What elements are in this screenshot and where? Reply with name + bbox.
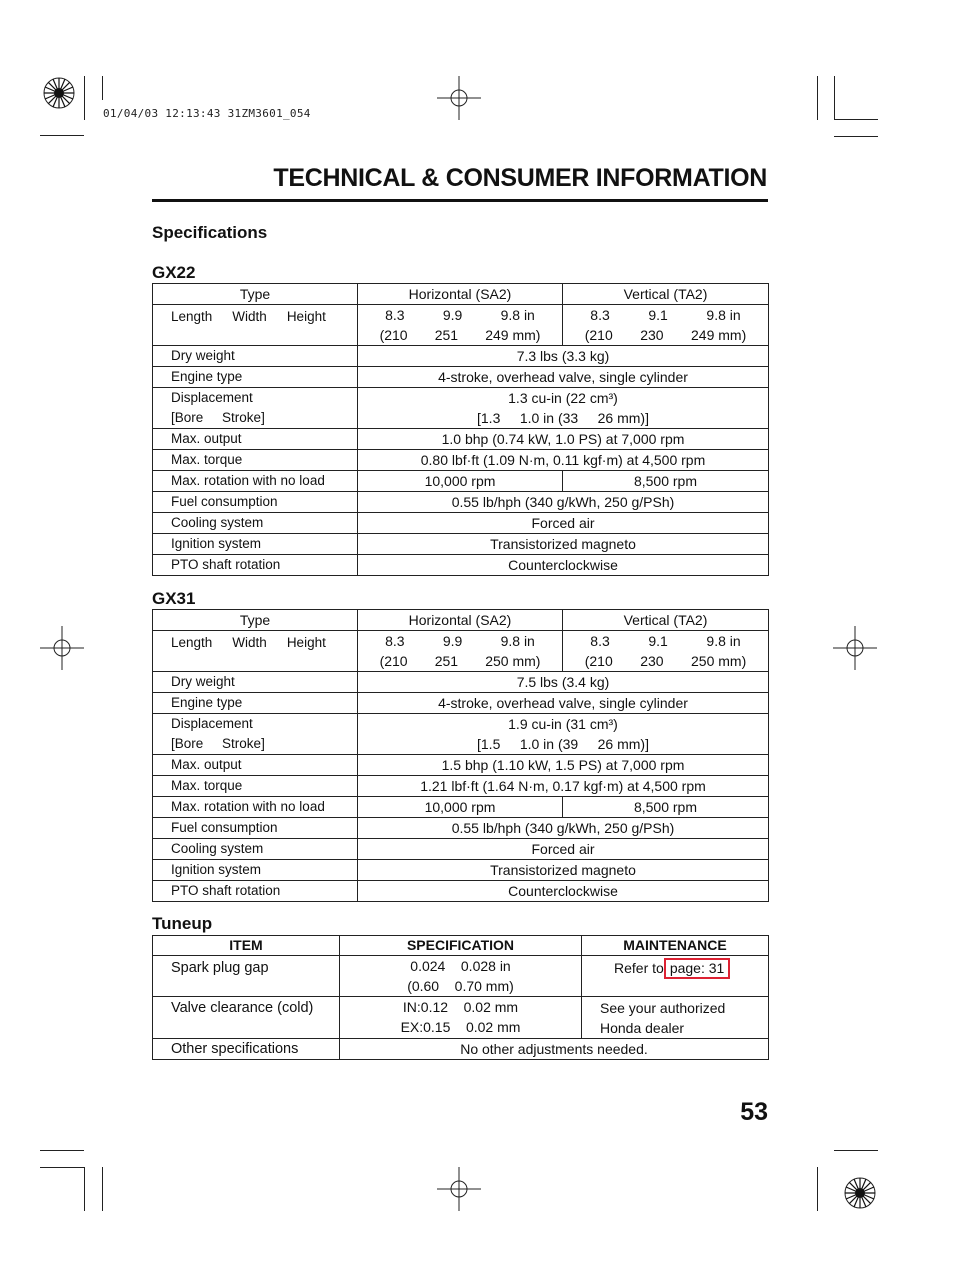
- horizontal-dimensions: [358, 631, 563, 672]
- crop-mark: [102, 76, 103, 100]
- gx31-spec-table: [152, 609, 769, 902]
- crop-mark: [817, 76, 818, 120]
- maintenance-header: MAINTENANCE: [582, 936, 769, 956]
- max-torque-value: 0.80 lbf·ft (1.09 N·m, 0.11 kgf·m) at 4,500 rpm: [358, 450, 769, 471]
- cooling-system-value: Forced air: [358, 839, 769, 860]
- ignition-system-label: Ignition system: [153, 860, 358, 881]
- displacement-label-text: Displacement: [171, 390, 253, 405]
- max-output-value: 1.5 bhp (1.10 kW, 1.5 PS) at 7,000 rpm: [358, 755, 769, 776]
- table-row: [153, 797, 769, 818]
- dim-value: 9.1: [648, 307, 668, 323]
- dim-value: 249 mm): [485, 327, 541, 343]
- valve-clearance-label: Valve clearance (cold): [153, 997, 340, 1039]
- title-rule: [152, 199, 768, 202]
- engine-type-label: Engine type: [153, 367, 358, 388]
- table-row: [153, 555, 769, 576]
- table-row: [153, 839, 769, 860]
- crop-mark: [102, 1167, 103, 1211]
- dim-value: 8.3: [385, 307, 405, 323]
- table-row: [153, 346, 769, 367]
- registration-sunburst-icon: [843, 1176, 877, 1210]
- crop-mark: [40, 1150, 84, 1151]
- dry-weight-label: Dry weight: [153, 346, 358, 367]
- table-row: [153, 513, 769, 534]
- max-rotation-horizontal: 10,000 rpm: [358, 471, 563, 492]
- horizontal-header: Horizontal (SA2): [358, 610, 563, 631]
- dim-value: (210: [379, 327, 408, 343]
- cooling-system-label: Cooling system: [153, 513, 358, 534]
- registration-crosshair-icon: [40, 626, 84, 670]
- vertical-dimensions: [563, 305, 769, 346]
- ignition-system-label: Ignition system: [153, 534, 358, 555]
- dim-value: 8.3: [590, 633, 610, 649]
- stroke-value: 1.0 in (39: [519, 736, 579, 752]
- dim-value: (210: [584, 327, 613, 343]
- dry-weight-label: Dry weight: [153, 672, 358, 693]
- vertical-header: Vertical (TA2): [563, 610, 769, 631]
- page-number: 53: [740, 1098, 768, 1126]
- pto-rotation-value: Counterclockwise: [358, 881, 769, 902]
- registration-crosshair-icon: [437, 1167, 481, 1211]
- displacement-value: [358, 714, 769, 755]
- cooling-system-label: Cooling system: [153, 839, 358, 860]
- spark-mm-min: (0.60: [407, 978, 440, 994]
- fuel-consumption-label: Fuel consumption: [153, 818, 358, 839]
- spark-in-min: 0.024: [410, 958, 446, 974]
- vertical-header: Vertical (TA2): [563, 284, 769, 305]
- table-row: [153, 471, 769, 492]
- table-row: [153, 997, 769, 1039]
- valve-ex-tolerance: 0.02 mm: [465, 1019, 521, 1035]
- dry-weight-value: 7.3 lbs (3.3 kg): [358, 346, 769, 367]
- dim-value: 251: [434, 327, 459, 343]
- table-row: [153, 284, 769, 305]
- table-row: [153, 714, 769, 755]
- section-title: Specifications: [152, 223, 268, 242]
- dim-value: 9.8 in: [500, 633, 535, 649]
- ignition-system-value: Transistorized magneto: [358, 860, 769, 881]
- stroke-label: Stroke]: [222, 410, 265, 425]
- fuel-consumption-value: 0.55 lb/hph (340 g/kWh, 250 g/PSh): [358, 492, 769, 513]
- crop-mark: [834, 136, 878, 137]
- tuneup-table: [152, 935, 769, 1060]
- max-rotation-label: Max. rotation with no load: [153, 471, 358, 492]
- dim-value: 9.9: [442, 307, 463, 323]
- displacement-label-text: Displacement: [171, 716, 253, 731]
- valve-in-tolerance: 0.02 mm: [463, 999, 519, 1015]
- print-timestamp: 01/04/03 12:13:43 31ZM3601_054: [103, 107, 311, 120]
- height-label: Height: [286, 635, 326, 650]
- dim-value: 8.3: [590, 307, 610, 323]
- crop-mark: [817, 1167, 818, 1211]
- table-row: [153, 860, 769, 881]
- dim-value: 9.8 in: [706, 307, 741, 323]
- table-row: [153, 881, 769, 902]
- pto-rotation-label: PTO shaft rotation: [153, 555, 358, 576]
- spark-plug-gap-label: Spark plug gap: [153, 956, 340, 997]
- stroke-value: 1.0 in (33: [519, 410, 579, 426]
- max-output-label: Max. output: [153, 429, 358, 450]
- bore-label: [Bore: [171, 410, 204, 425]
- dimensions-label: [153, 631, 358, 672]
- registration-crosshair-icon: [437, 76, 481, 120]
- specification-header: SPECIFICATION: [340, 936, 582, 956]
- spark-in-max: 0.028 in: [460, 958, 511, 974]
- displacement-label: [153, 714, 358, 755]
- fuel-consumption-label: Fuel consumption: [153, 492, 358, 513]
- bore-label: [Bore: [171, 736, 204, 751]
- crop-mark: [84, 76, 85, 120]
- valve-clearance-maintenance: [582, 997, 769, 1039]
- displacement-value: [358, 388, 769, 429]
- table-row: [153, 429, 769, 450]
- table-row: [153, 305, 769, 346]
- crop-mark: [40, 1167, 84, 1168]
- spark-plug-gap-value: [340, 956, 582, 997]
- crop-mark: [40, 135, 84, 136]
- dealer-line-2: Honda dealer: [600, 1020, 685, 1036]
- type-label: Type: [153, 284, 358, 305]
- vertical-dimensions: [563, 631, 769, 672]
- pto-rotation-label: PTO shaft rotation: [153, 881, 358, 902]
- item-header: ITEM: [153, 936, 340, 956]
- length-label: Length: [171, 309, 213, 324]
- engine-type-value: 4-stroke, overhead valve, single cylinder: [358, 367, 769, 388]
- fuel-consumption-value: 0.55 lb/hph (340 g/kWh, 250 g/PSh): [358, 818, 769, 839]
- displacement-label: [153, 388, 358, 429]
- engine-type-label: Engine type: [153, 693, 358, 714]
- stroke-mm-value: 26 mm)]: [597, 736, 649, 752]
- table-row: [153, 776, 769, 797]
- dim-value: 9.8 in: [706, 633, 741, 649]
- dim-value: 9.1: [648, 633, 668, 649]
- stroke-label: Stroke]: [222, 736, 265, 751]
- crop-mark: [834, 76, 835, 120]
- dim-value: 9.9: [442, 633, 463, 649]
- spark-plug-maintenance: [582, 956, 769, 997]
- crop-mark: [84, 1167, 85, 1211]
- table-row: [153, 388, 769, 429]
- dim-value: 250 mm): [691, 653, 747, 669]
- dry-weight-value: 7.5 lbs (3.4 kg): [358, 672, 769, 693]
- valve-clearance-value: [340, 997, 582, 1039]
- registration-sunburst-icon: [42, 76, 76, 110]
- max-rotation-vertical: 8,500 rpm: [563, 471, 769, 492]
- gx22-spec-table: [152, 283, 769, 576]
- dealer-line-1: See your authorized: [600, 1000, 726, 1016]
- cooling-system-value: Forced air: [358, 513, 769, 534]
- tuneup-title: Tuneup: [152, 914, 213, 933]
- max-rotation-label: Max. rotation with no load: [153, 797, 358, 818]
- height-label: Height: [286, 309, 326, 324]
- other-specifications-value: No other adjustments needed.: [340, 1039, 769, 1060]
- dim-value: 230: [640, 327, 664, 343]
- dim-value: 230: [640, 653, 664, 669]
- max-output-value: 1.0 bhp (0.74 kW, 1.0 PS) at 7,000 rpm: [358, 429, 769, 450]
- dimensions-label: [153, 305, 358, 346]
- width-label: Width: [232, 309, 267, 324]
- max-rotation-vertical: 8,500 rpm: [563, 797, 769, 818]
- crop-mark: [834, 1150, 878, 1151]
- valve-in-value: IN:0.12: [402, 999, 449, 1015]
- dim-value: 9.8 in: [500, 307, 535, 323]
- stroke-mm-value: 26 mm)]: [597, 410, 649, 426]
- max-rotation-horizontal: 10,000 rpm: [358, 797, 563, 818]
- type-label: Type: [153, 610, 358, 631]
- gx31-title: GX31: [152, 589, 196, 608]
- table-row: [153, 1039, 769, 1060]
- table-row: [153, 492, 769, 513]
- max-torque-label: Max. torque: [153, 450, 358, 471]
- table-row: [153, 755, 769, 776]
- other-specifications-label: Other specifications: [153, 1039, 340, 1060]
- max-output-label: Max. output: [153, 755, 358, 776]
- dim-value: 251: [434, 653, 459, 669]
- ignition-system-value: Transistorized magneto: [358, 534, 769, 555]
- pto-rotation-value: Counterclockwise: [358, 555, 769, 576]
- length-label: Length: [171, 635, 213, 650]
- bore-value: [1.3: [477, 410, 501, 426]
- table-row: [153, 956, 769, 997]
- table-row: [153, 672, 769, 693]
- page-title: TECHNICAL & CONSUMER INFORMATION: [273, 164, 767, 192]
- max-torque-label: Max. torque: [153, 776, 358, 797]
- dim-value: 249 mm): [691, 327, 747, 343]
- registration-crosshair-icon: [833, 626, 877, 670]
- table-row: [153, 367, 769, 388]
- dim-value: 8.3: [385, 633, 405, 649]
- engine-type-value: 4-stroke, overhead valve, single cylinder: [358, 693, 769, 714]
- horizontal-header: Horizontal (SA2): [358, 284, 563, 305]
- valve-ex-value: EX:0.15: [400, 1019, 451, 1035]
- width-label: Width: [232, 635, 267, 650]
- crop-mark: [834, 119, 878, 120]
- refer-to-text: Refer to: [614, 960, 664, 976]
- table-row: [153, 610, 769, 631]
- bore-value: [1.5: [477, 736, 501, 752]
- horizontal-dimensions: [358, 305, 563, 346]
- table-row: [153, 693, 769, 714]
- table-row: [153, 534, 769, 555]
- spark-mm-max: 0.70 mm): [454, 978, 514, 994]
- displacement-text: 1.3 cu-in (22 cm³): [508, 390, 618, 406]
- table-header-row: [153, 936, 769, 956]
- gx22-title: GX22: [152, 263, 196, 282]
- table-row: [153, 631, 769, 672]
- page-31-link[interactable]: page: 31: [664, 958, 731, 979]
- max-torque-value: 1.21 lbf·ft (1.64 N·m, 0.17 kgf·m) at 4,500 rpm: [358, 776, 769, 797]
- displacement-text: 1.9 cu-in (31 cm³): [508, 716, 618, 732]
- table-row: [153, 450, 769, 471]
- dim-value: (210: [379, 653, 408, 669]
- dim-value: 250 mm): [485, 653, 541, 669]
- table-row: [153, 818, 769, 839]
- dim-value: (210: [584, 653, 613, 669]
